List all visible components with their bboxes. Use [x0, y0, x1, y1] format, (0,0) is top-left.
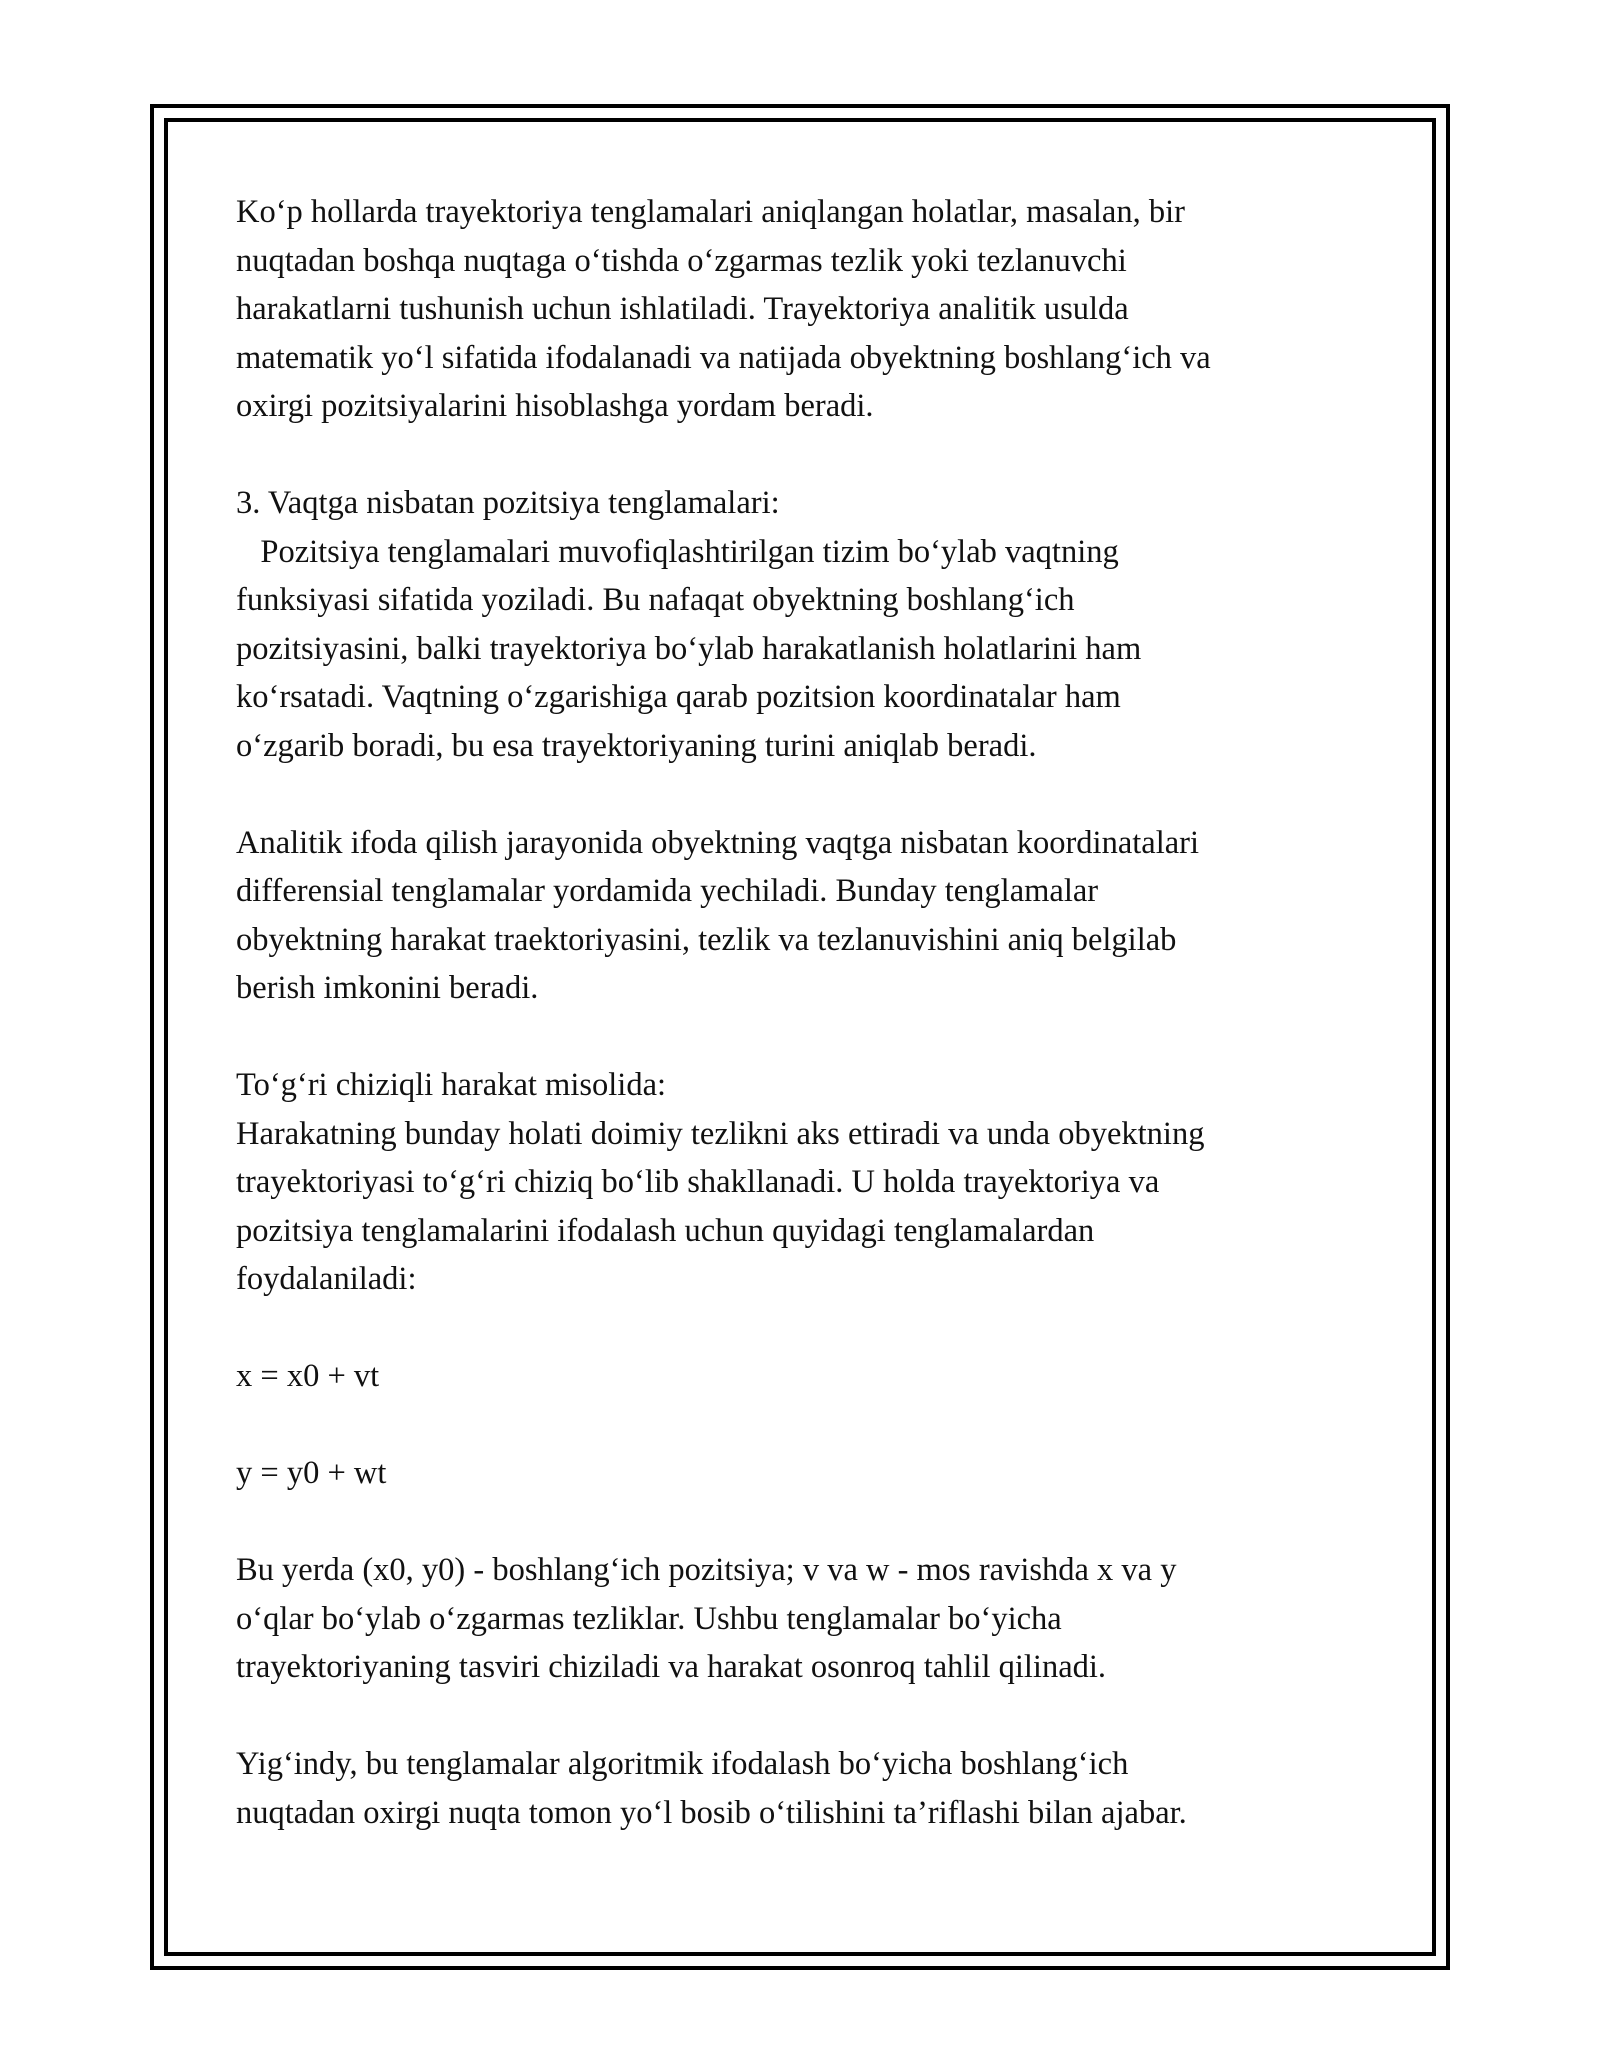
- paragraph-summary: Yig‘indy, bu tenglamalar algoritmik ifodalash bo‘yicha boshlang‘ich nuqtadan oxirgi nuqta tomon yo‘l bosib o‘tilishini ta’riflashi bilan ajabar.: [236, 1746, 1187, 1831]
- paragraph-spacer: [236, 1692, 1366, 1741]
- paragraph-spacer: [236, 1304, 1366, 1353]
- paragraph-spacer: [236, 770, 1366, 819]
- paragraph-spacer: [236, 1013, 1366, 1062]
- equation-x: x = x0 + vt: [236, 1358, 380, 1394]
- paragraph-position-equations: 3. Vaqtga nisbatan pozitsiya tenglamalari: Pozitsiya tenglamalari muvofiqlashtirilgan tizim bo‘ylab vaqtning funksiyasi sifatida yoziladi. Bu nafaqat obyektning boshlang‘ich pozitsiyasini, balki trayektoriya bo‘ylab harakatlanish holatlarini ham ko‘rsatadi. Vaqtning o‘zgarishiga qarab pozitsion koordinatalar ham o‘zgarib boradi, bu esa trayektoriyaning turini aniqlab beradi.: [236, 485, 1142, 764]
- paragraph-variables-explanation: Bu yerda (x0, y0) - boshlang‘ich pozitsiya; v va w - mos ravishda x va y o‘qlar bo‘ylab o‘zgarmas tezliklar. Ushbu tenglamalar bo‘yicha trayektoriyaning tasviri chiziladi va harakat osonroq tahlil qilinadi.: [236, 1552, 1177, 1685]
- paragraph-spacer: [236, 1498, 1366, 1547]
- paragraph-spacer: [236, 1401, 1366, 1450]
- paragraph-spacer: [236, 431, 1366, 480]
- paragraph-analytic-expression: Analitik ifoda qilish jarayonida obyektning vaqtga nisbatan koordinatalari differensial tenglamalar yordamida yechiladi. Bunday tenglamalar obyektning harakat traektoriyasini, tezlik va tezlanuvishini aniq belgilab berish imkonini beradi.: [236, 824, 1200, 1006]
- paragraph-trajectory-intro: Ko‘p hollarda trayektoriya tenglamalari aniqlangan holatlar, masalan, bir nuqtadan boshqa nuqtaga o‘tishda o‘zgarmas tezlik yoki tezlanuvchi harakatlarni tushunish uchun ishlatiladi. Trayektoriya analitik usulda matematik yo‘l sifatida ifodalanadi va natijada obyektning boshlang‘ich va oxirgi pozitsiyalarini hisoblashga yordam beradi.: [236, 194, 1211, 424]
- document-body: [236, 188, 1366, 1837]
- paragraph-linear-motion: To‘g‘ri chiziqli harakat misolida: Harakatning bunday holati doimiy tezlikni aks ettiradi va unda obyektning trayektoriyasi to‘g‘ri chiziq bo‘lib shakllanadi. U holda trayektoriya va pozitsiya tenglamalarini ifodalash uchun quyidagi tenglamalardan foydalaniladi:: [236, 1067, 1205, 1297]
- equation-y: y = y0 + wt: [236, 1455, 387, 1491]
